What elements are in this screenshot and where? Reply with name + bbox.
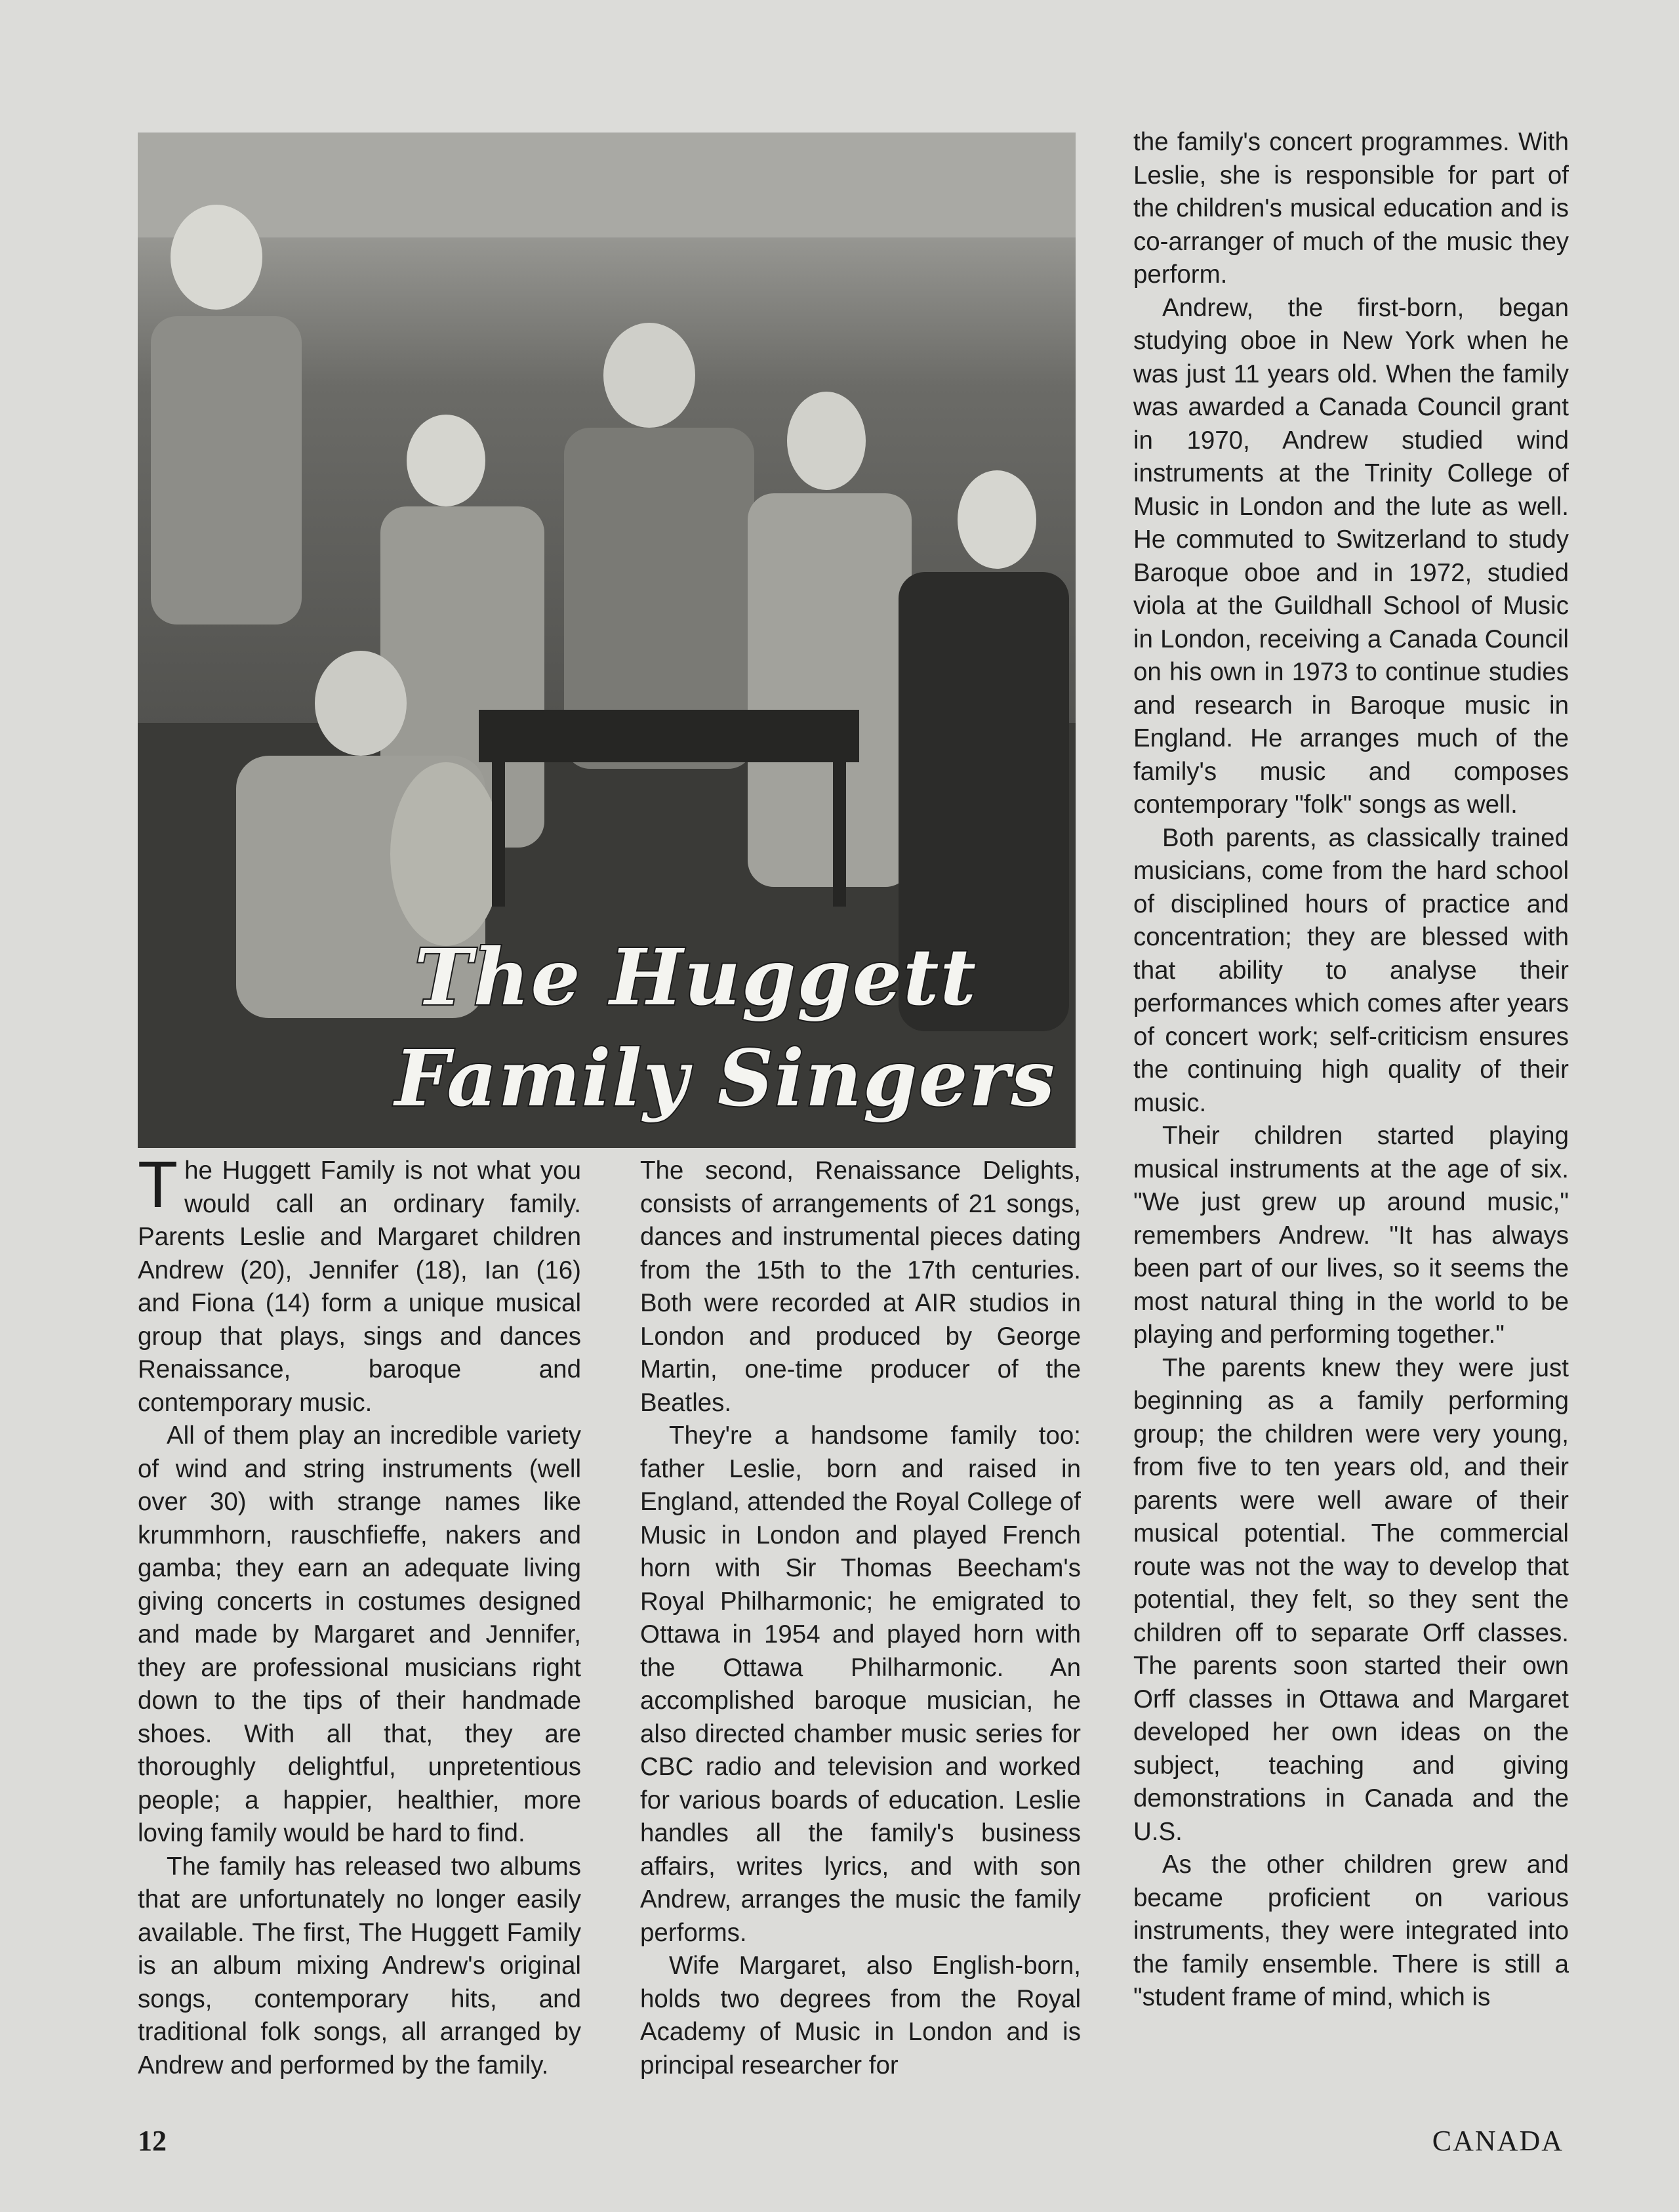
paragraph-text: he Huggett Family is not what you would call an ordinary family. Parents Leslie and Margaret children Andrew (20), Jennifer (18), Ian (16) and Fiona (14) form a unique musical group that plays, sings and dances Renaissance, baroque and contemporary music.	[138, 1157, 581, 1417]
paragraph: Both parents, as classically trained musicians, come from the hard school of disciplined hours of practice and concentration; they are blessed with that ability to analyse their performances which comes after years of concert work; self-criticism ensures the continuing high quality of their music.	[1133, 823, 1569, 1117]
paragraph: the family's concert programmes. With Leslie, she is responsible for part of the children's musical education and is co-arranger of much of the music they perform.	[1133, 128, 1569, 289]
photo-title-line1: The Huggett	[414, 932, 977, 1023]
page-number: 12	[138, 2125, 167, 2157]
paragraph: Wife Margaret, also English-born, holds two degrees from the Royal Academy of Music in London and is principal researcher for	[640, 1952, 1081, 2079]
figure-fiona	[407, 415, 485, 506]
article-column-3	[1133, 126, 1569, 2015]
paragraph: The second, Renaissance Delights, consists of arrangements of 21 songs, dances and instrumental pieces dating from the 15th to the 17th centuries. Both were recorded at AIR studios in London and produced by George Martin, one-time producer of the Beatles.	[640, 1157, 1081, 1417]
paragraph: The parents knew they were just beginning as a family performing group; the children were very young, from five to ten years old, and their parents were well aware of their musical potential. The commercial route was not the way to develop that potential, they felt, so they sent the children off to separate Orff classes. The parents soon started their own Orff classes in Ottawa and Margaret developed her own ideas on the subject, teaching and giving demonstrations in Canada and the U.S.	[1133, 1353, 1569, 1846]
figure-jennifer	[958, 470, 1036, 569]
paragraph: All of them play an incredible variety of wind and string instruments (well over 30) with strange names like krummhorn, rauschfieffe, nakers and gamba; they earn an adequate living giving concerts in costumes designed and made by Margaret and Jennifer, they are professional musicians right down to the tips of their handmade shoes. With all that, they are thoroughly delightful, unpretentious people; a happier, healthier, more loving family would be hard to find.	[138, 1422, 581, 1847]
paragraph: Their children started playing musical instruments at the age of six. "We just grew up around music," remembers Andrew. "It has always been part of our lives, so it seems the most natural thing in the world to be playing and performing together."	[1133, 1122, 1569, 1349]
article-column-2	[640, 1155, 1081, 2082]
figure-leslie	[603, 323, 695, 428]
paragraph: Andrew, the first-born, began studying oboe in New York when he was just 11 years old. When the family was awarded a Canada Council grant in 1970, Andrew studied wind instruments at the Trinity College of Music in London and the lute as well. He commuted to Switzerland to study Baroque oboe and in 1972, studied viola at the Guildhall School of Music in London, receiving a Canada Council on his own in 1973 to continue studies and research in Baroque music in England. He arranges much of the family's music and composes contemporary "folk" songs as well.	[1133, 293, 1569, 819]
family-photo	[138, 133, 1076, 1148]
lute	[390, 762, 502, 946]
figure-margaret	[787, 392, 866, 490]
article-column-1	[138, 1148, 581, 2082]
magazine-name: CANADA	[1432, 2125, 1564, 2157]
dropcap: T	[138, 1148, 178, 1221]
photo-title-line2: Family Singers	[395, 1033, 1056, 1124]
paragraph: The family has released two albums that are unfortunately no longer easily available. The first, The Huggett Family is an album mixing Andrew's original songs, contemporary hits, and traditional folk songs, all arranged by Andrew and performed by the family.	[138, 1852, 581, 2079]
figure-ian	[315, 651, 407, 756]
paragraph	[138, 1148, 581, 1420]
figure-andrew	[171, 205, 262, 310]
paragraph: As the other children grew and became proficient on various instruments, they were integrated into the family ensemble. There is still a "student frame of mind, which is	[1133, 1851, 1569, 2011]
paragraph: They're a handsome family too: father Leslie, born and raised in England, attended the Royal College of Music in London and played French horn with Sir Thomas Beecham's Royal Philharmonic; he emigrated to Ottawa in 1954 and played horn with the Ottawa Philharmonic. An accomplished baroque musician, he also directed chamber music series for CBC radio and television and worked for various boards of education. Leslie handles all the family's business affairs, writes lyrics, and with son Andrew, arranges the music the family performs.	[640, 1422, 1081, 1947]
